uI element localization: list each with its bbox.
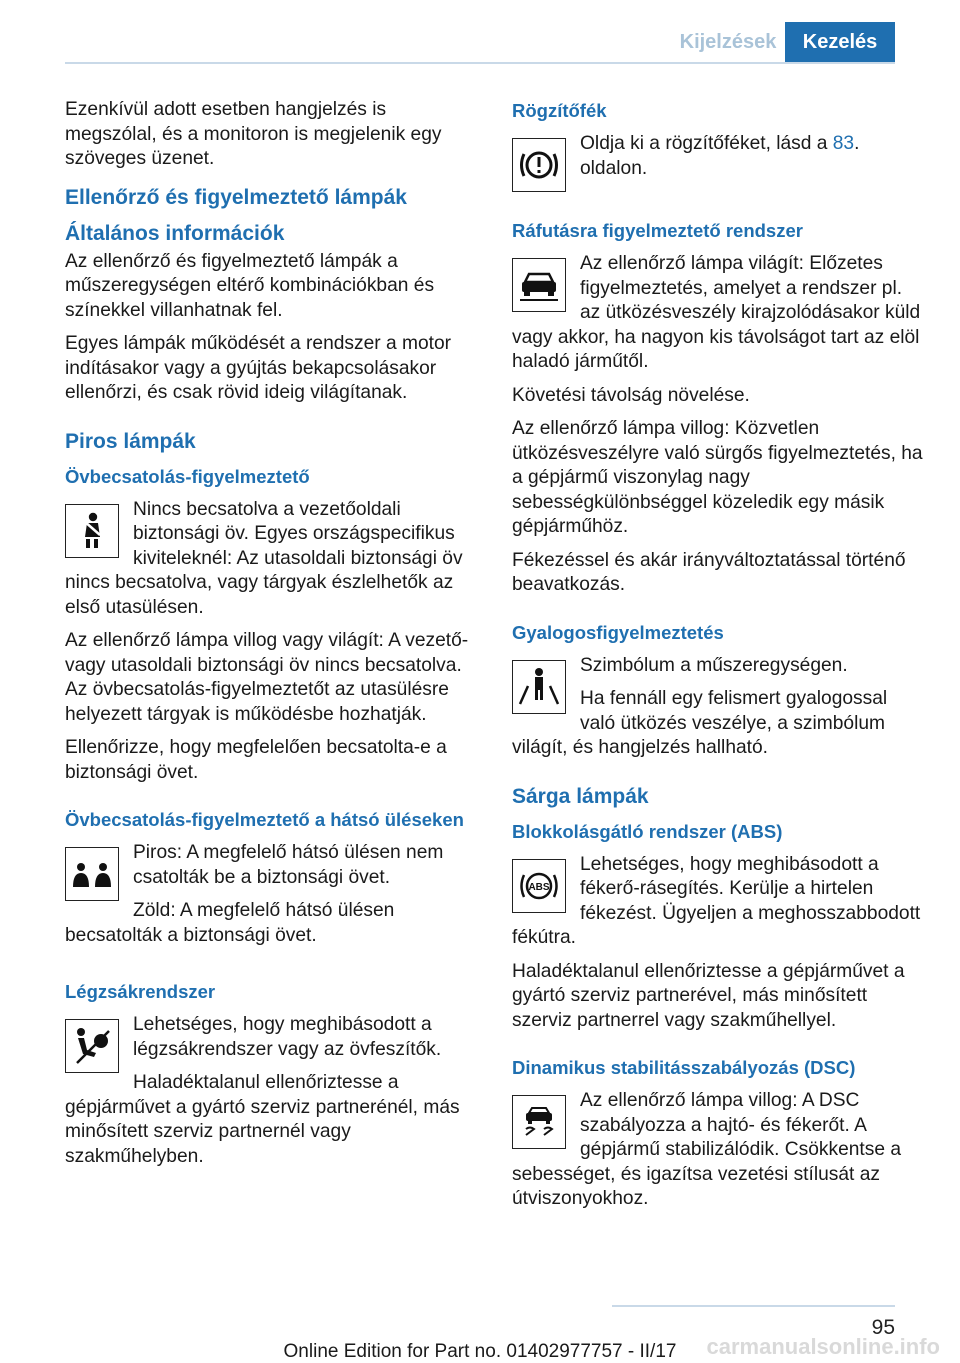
abs-icon — [512, 859, 566, 913]
dsc-section — [512, 1055, 927, 1212]
collision-paragraph-2: Követési távolság növelése. — [512, 384, 750, 406]
pedestrian-paragraph-1: Szimbólum a műszeregységen. — [580, 654, 848, 676]
footer-divider — [612, 1305, 895, 1307]
airbag-section — [65, 979, 483, 1169]
pedestrian-paragraph-2: Ha fennáll egy felismert gyalogossal való ütközés veszélye, a szimbólum világít, és hangjelzés hallható. — [512, 688, 888, 758]
page-link-83[interactable]: 83 — [832, 133, 855, 154]
abs-section — [512, 819, 927, 1034]
tab-kezeles[interactable]: Kezelés — [785, 22, 895, 62]
seatbelt-paragraph-3: Ellenőrizze, hogy megfelelően becsatolta-e a biztonsági övet. — [65, 737, 447, 783]
rear-seatbelt-paragraph-1: Piros: A megfelelő hátsó ülésen nem csatolták be a biztonsági övet. — [133, 842, 444, 888]
pedestrian-warning-title: Gyalogosfigyelmeztetés — [512, 621, 724, 643]
abs-paragraph-1: Lehetséges, hogy meghibásodott a fékerő-rásegítés. Kerülje a hirtelen fékezést. Ügyeljen a meghosszabbodott fékútra. — [512, 853, 921, 948]
right-column — [512, 98, 927, 1221]
heading-yellow-lamps: Sárga lámpák — [512, 784, 649, 808]
footer-edition: Online Edition for Part no. 01402977757 - II/17 — [283, 1341, 677, 1362]
rear-seatbelt-icon — [65, 847, 119, 901]
left-column — [65, 98, 483, 1178]
seatbelt-paragraph-1: Nincs becsatolva a vezetőoldali biztonsági öv. Egyes országspecifikus kiviteleknél: Az utasoldali biztonsági öv nincs becsatolva, vagy tárgyak észlelhetők az első utasülésen. — [65, 498, 463, 618]
pedestrian-icon — [512, 660, 566, 714]
collision-paragraph-4: Fékezéssel és akár irányváltoztatással történő beavatkozás. — [512, 549, 906, 595]
seatbelt-title: Övbecsatolás-figyelmeztető — [65, 465, 310, 487]
rear-seatbelt-title: Övbecsatolás-figyelmeztető a hátsó üléseken — [65, 809, 464, 830]
heading-red-lamps: Piros lámpák — [65, 429, 196, 453]
heading-lamps: Ellenőrző és figyelmeztető lámpák — [65, 185, 407, 209]
intro-paragraph: Ezenkívül adott esetben hangjelzés is megszólal, és a monitoron is megjelenik egy szöveges üzenet. — [65, 99, 442, 169]
rear-seatbelt-paragraph-2: Zöld: A megfelelő hátsó ülésen becsatolták a biztonsági övet. — [65, 900, 395, 946]
abs-paragraph-2: Haladéktalanul ellenőriztesse a gépjárművet a gyártó szerviz partnerével, más minősített szerviz partnerrel vagy szakműhellyel. — [512, 960, 905, 1031]
parking-brake-paragraph: Oldja ki a rögzítőféket, lásd a 83. oldalon. — [580, 133, 860, 179]
dsc-title: Dinamikus stabilitásszabályozás (DSC) — [512, 1057, 856, 1078]
page-number: 95 — [871, 1316, 895, 1339]
pedestrian-warning-section — [512, 620, 927, 761]
header-divider — [65, 62, 895, 64]
heading-general-info: Általános információk — [65, 221, 285, 245]
dsc-car-skid-icon — [512, 1095, 566, 1149]
rear-seatbelt-section — [65, 807, 483, 957]
general-paragraph-2: Egyes lámpák működését a rendszer a motor indításakor vagy a gyújtás bekapcsolásakor ellenőrzi, és csak rövid ideig világítanak. — [65, 333, 452, 403]
car-front-icon — [512, 258, 566, 312]
dsc-paragraph-1: Az ellenőrző lámpa villog: A DSC szabályozza a hajtó- és fékerőt. A gépjármű stabilizálódik. Csökkentse a sebességet, és igazítsa vezetési stílusát az útviszonyokhoz. — [512, 1090, 902, 1209]
footer-watermark: carmanualsonline.info — [706, 1334, 940, 1359]
airbag-icon — [65, 1019, 119, 1073]
tab-kijelzesek[interactable]: Kijelzések — [671, 22, 785, 62]
collision-warning-title: Ráfutásra figyelmeztető rendszer — [512, 220, 803, 241]
collision-warning-section — [512, 218, 927, 598]
parking-brake-section — [512, 98, 927, 196]
seatbelt-section — [65, 464, 483, 786]
collision-paragraph-1: Az ellenőrző lámpa világít: Előzetes figyelmeztetés, amelyet a rendszer pl. az ütközésveszély kirajzolódásakor küld vagy akkor, ha nagyon kis távolságot tart az elöl haladó járműtől. — [512, 253, 921, 372]
seatbelt-paragraph-2: Az ellenőrző lámpa villog vagy világít: A vezető- vagy utasoldali biztonsági öv nincs becsatolva. Az övbecsatolás-figyelmeztetőt az utasülésre helyezett tárgyak is működésbe hozhatják. — [65, 630, 469, 725]
seatbelt-icon — [65, 504, 119, 558]
airbag-paragraph-1: Lehetséges, hogy meghibásodott a légzsákrendszer vagy az övfeszítők. — [133, 1014, 442, 1060]
general-paragraph-1: Az ellenőrző és figyelmeztető lámpák a műszeregységen eltérő kombinációkban és színekkel villanhatnak fel. — [65, 250, 435, 321]
parking-brake-title: Rögzítőfék — [512, 100, 607, 121]
abs-icon-text: ABS — [528, 881, 550, 893]
airbag-paragraph-2: Haladéktalanul ellenőriztesse a gépjárművet a gyártó szerviz partnerénél, más minősített szerviz partnernél vagy szakműhelyben. — [65, 1072, 460, 1167]
abs-title: Blokkolásgátló rendszer (ABS) — [512, 820, 783, 842]
header-tabs — [671, 22, 895, 62]
collision-paragraph-3: Az ellenőrző lámpa villog: Közvetlen ütközésveszélyre való sürgős figyelmeztetés, ha a gépjármű viszonylag nagy sebességkülönbséggel közeledik egy másik gépjárműhöz. — [512, 418, 923, 537]
airbag-title: Légzsákrendszer — [65, 981, 216, 1002]
parking-brake-icon — [512, 138, 566, 192]
